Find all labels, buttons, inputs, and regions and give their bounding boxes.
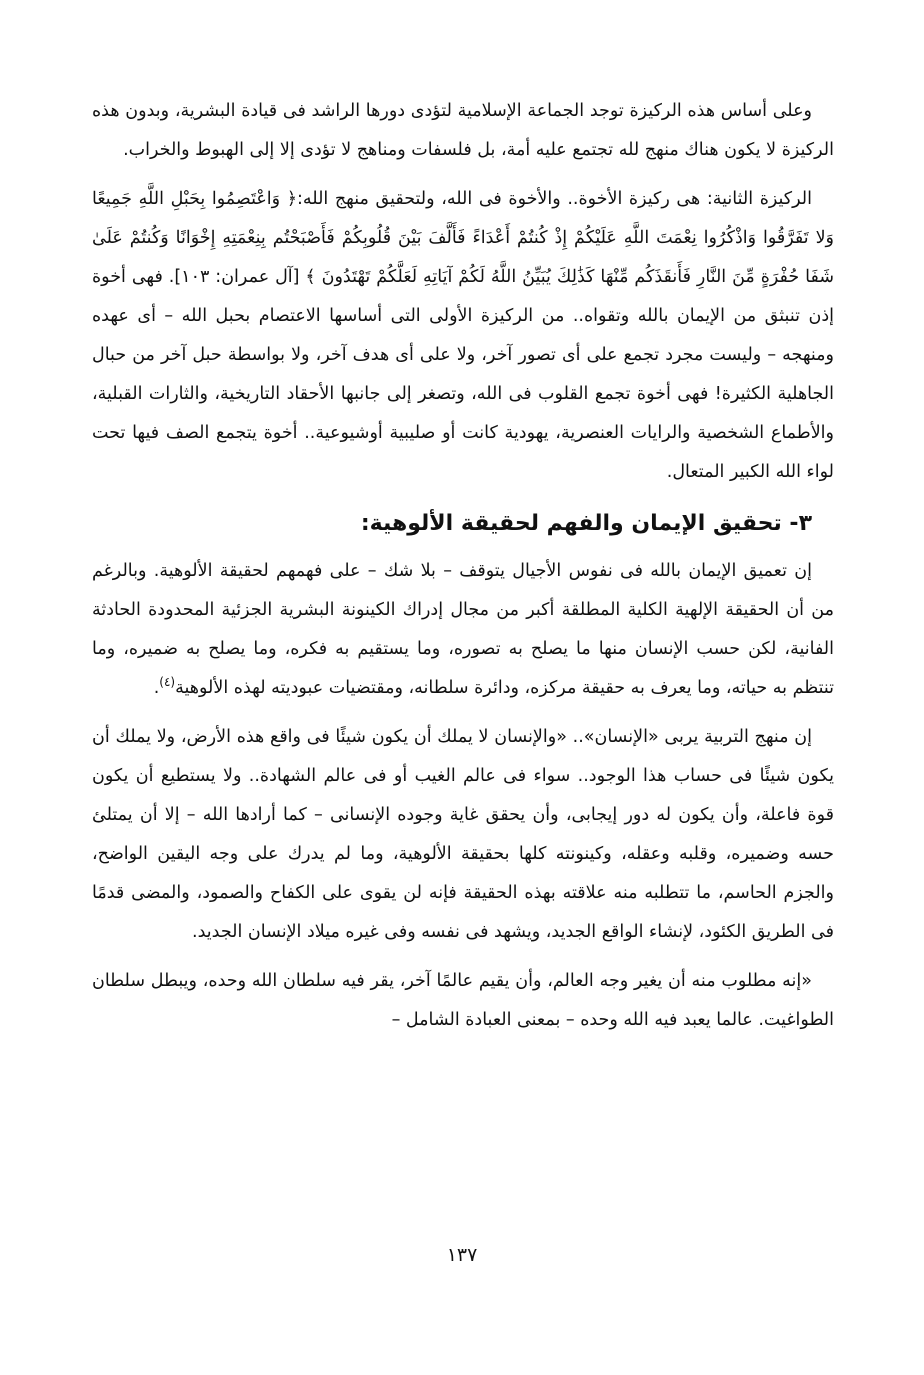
paragraph-3-text: إن تعميق الإيمان بالله فى نفوس الأجيال يتوقف – بلا شك – على فهمهم لحقيقة الألوهية. وبالرغم من أن الحقيقة الإلهية الكلية المطلقة أكبر من مجال إدراك الكينونة البشرية الجزئية المحدودة الحادثة الفانية، لكن حسب الإنسان منها ما يصلح به تصوره، وما يستقيم به فكره، وما يصلح به ضميره، وما تنتظم به حياته، وما يعرف به حقيقة مركزه، ودائرة سلطانه، ومقتضيات عبوديته لهذه الألوهية — [92, 561, 834, 698]
section-heading: ٣- تحقيق الإيمان والفهم لحقيقة الألوهية: — [360, 511, 812, 536]
page-number: ١٣٧ — [446, 1244, 478, 1266]
paragraph-3 — [92, 552, 834, 708]
footnote-marker: (٤) — [159, 675, 176, 690]
paragraph-5-text: «إنه مطلوب منه أن يغير وجه العالم، وأن يقيم عالمًا آخر، يقر فيه سلطان الله وحده، ويبطل سلطان الطواغيت. عالما يعبد فيه الله وحده – بمعنى العبادة الشامل – — [92, 971, 834, 1030]
quran-verse: ﴿ وَاعْتَصِمُوا بِحَبْلِ اللَّهِ جَمِيعًا وَلا تَفَرَّقُوا وَاذْكُرُوا نِعْمَتَ اللَّهِ عَلَيْكُمْ إِذْ كُنتُمْ أَعْدَاءً فَأَلَّفَ بَيْنَ قُلُوبِكُمْ فَأَصْبَحْتُم بِنِعْمَتِهِ إِخْوَانًا وَكُنتُمْ عَلَىٰ شَفَا حُفْرَةٍ مِّنَ النَّارِ فَأَنقَذَكُم مِّنْهَا كَذَٰلِكَ يُبَيِّنُ اللَّهُ لَكُمْ آيَاتِهِ لَعَلَّكُمْ تَهْتَدُونَ ﴾ — [92, 189, 834, 287]
paragraph-3-end: . — [153, 678, 160, 698]
paragraph-1 — [92, 92, 834, 170]
page-body — [92, 92, 834, 1292]
verse-reference: [آل عمران: ١٠٣]. — [162, 267, 306, 287]
paragraph-1-text: وعلى أساس هذه الركيزة توجد الجماعة الإسلامية لتؤدى دورها الراشد فى قيادة البشرية، وبدون هذه الركيزة لا يكون هناك منهج لله تجتمع عليه أمة، بل فلسفات ومناهج لا تؤدى إلا إلى الهبوط والخراب. — [92, 101, 834, 160]
paragraph-2 — [92, 180, 834, 492]
paragraph-4 — [92, 718, 834, 952]
paragraph-5 — [92, 962, 834, 1040]
paragraph-4-text: إن منهج التربية يربى «الإنسان».. «والإنسان لا يملك أن يكون شيئًا فى واقع هذه الأرض، ولا يملك أن يكون شيئًا فى حساب هذا الوجود.. سواء فى عالم الغيب أو فى عالم الشهادة.. ولا يستطيع أن يكون قوة فاعلة، وأن يكون له دور إيجابى، وأن يحقق غاية وجوده الإنسانى – كما أرادها الله – إلا أن يمتلئ حسه وضميره، وقلبه وعقله، وكينونته كلها بحقيقة الألوهية، وما لم يدرك على وجه اليقين الواضح، والجزم الحاسم، ما تتطلبه منه علاقته بهذه الحقيقة فإنه لن يقوى على الكفاح والصمود، والمضى قدمًا فى الطريق الكئود، لإنشاء الواقع الجديد، ويشهد فى نفسه وفى غيره ميلاد الإنسان الجديد. — [92, 727, 834, 942]
paragraph-2-rest: فهى أخوة إذن تنبثق من الإيمان بالله وتقواه.. من الركيزة الأولى التى أساسها الاعتصام بحبل الله – أى عهده ومنهجه – وليست مجرد تجمع على أى تصور آخر، ولا على أى هدف آخر، ولا بواسطة حبل آخر من حبال الجاهلية الكثيرة! فهى أخوة تجمع القلوب فى الله، وتصغر إلى جانبها الأحقاد التاريخية، والثارات القبلية، والأطماع الشخصية والرايات العنصرية، يهودية كانت أو صليبية أوشيوعية.. أخوة يتجمع الصف فيها تحت لواء الله الكبير المتعال. — [92, 267, 834, 482]
paragraph-2-intro: الركيزة الثانية: هى ركيزة الأخوة.. والأخوة فى الله، ولتحقيق منهج الله: — [297, 189, 812, 209]
